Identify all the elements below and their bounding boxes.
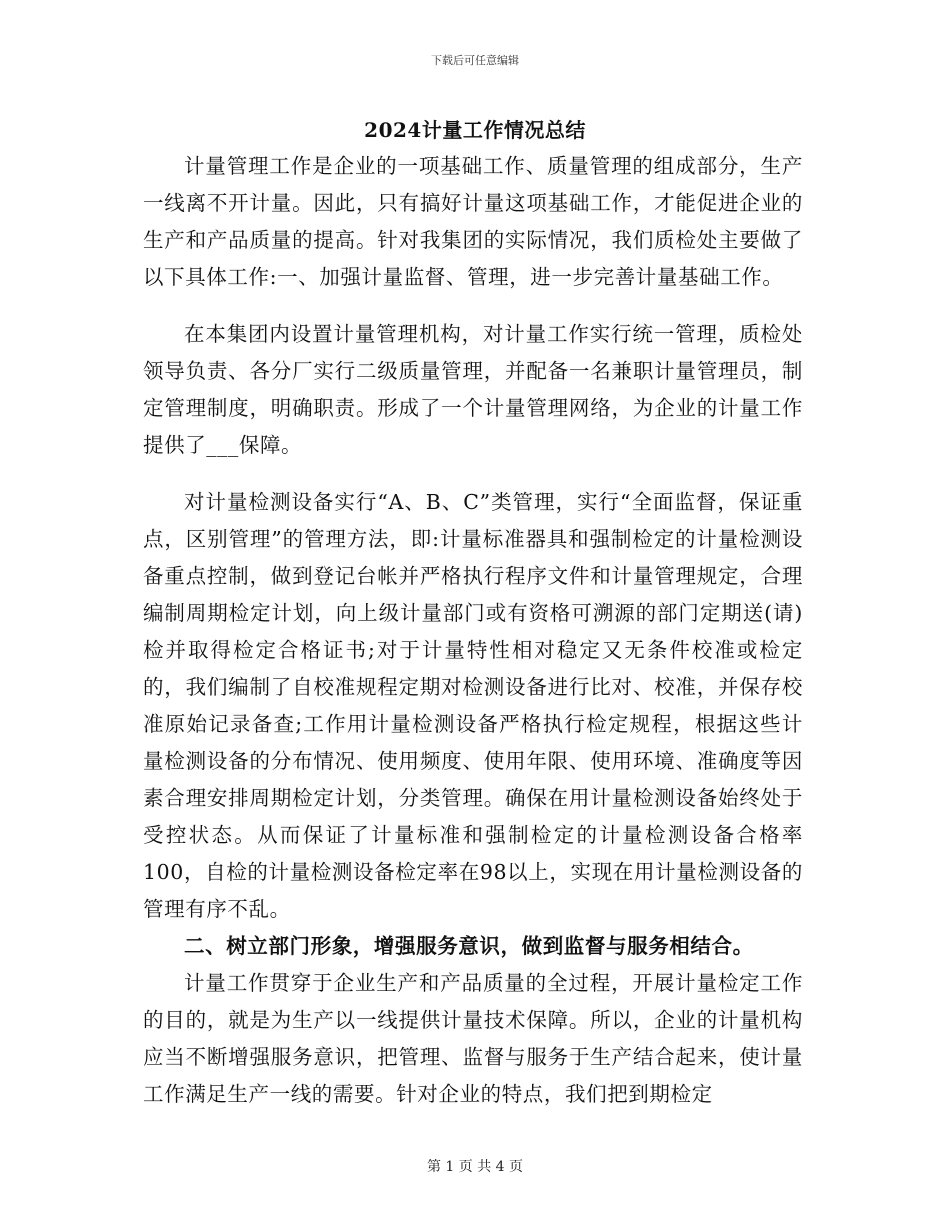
paragraph-4: 计量工作贯穿于企业生产和产品质量的全过程，开展计量检定工作的目的，就是为生产以一线提供计量技术保障。所以，企业的计量机构应当不断增强服务意识，把管理、监督与服务于生产结合起来，使计量工作满足生产一线的需要。针对企业的特点，我们把到期检定 [143,971,803,1106]
paragraph-1: 计量管理工作是企业的一项基础工作、质量管理的组成部分，生产一线离不开计量。因此，只有搞好计量这项基础工作，才能促进企业的生产和产品质量的提高。针对我集团的实际情况，我们质检处主要做了以下具体工作:一、加强计量监督、管理，进一步完善计量基础工作。 [143,154,803,289]
document-title: 2024计量工作情况总结 [364,118,586,142]
section-heading-2: 二、树立部门形象，增强服务意识，做到监督与服务相结合。 [184,934,754,958]
paragraph-3: 对计量检测设备实行“A、B、C”类管理，实行“全面监督，保证重点，区别管理”的管理方法，即:计量标准器具和强制检定的计量检测设备重点控制，做到登记台帐并严格执行程序文件和计量管理规定，合理编制周期检定计划，向上级计量部门或有资格可溯源的部门定期送(请)检并取得检定合格证书;对于计量特性相对稳定又无条件校准或检定的，我们编制了自校准规程定期对检测设备进行比对、校准，并保存校准原始记录备查;工作用计量检测设备严格执行检定规程，根据这些计量检测设备的分布情况、使用频度、使用年限、使用环境、准确度等因素合理安排周期检定计划，分类管理。确保在用计量检测设备始终处于受控状态。从而保证了计量标准和强制检定的计量检测设备合格率100，自检的计量检测设备检定率在98以上，实现在用计量检测设备的管理有序不乱。 [143,490,803,921]
header-note: 下载后可任意编辑 [431,54,519,67]
paragraph-2: 在本集团内设置计量管理机构，对计量工作实行统一管理，质检处领导负责、各分厂实行二级质量管理，并配备一名兼职计量管理员，制定管理制度，明确职责。形成了一个计量管理网络，为企业的计量工作提供了___保障。 [143,322,803,457]
document-body [143,148,803,1113]
page-number: 第 1 页 共 4 页 [426,1159,524,1175]
